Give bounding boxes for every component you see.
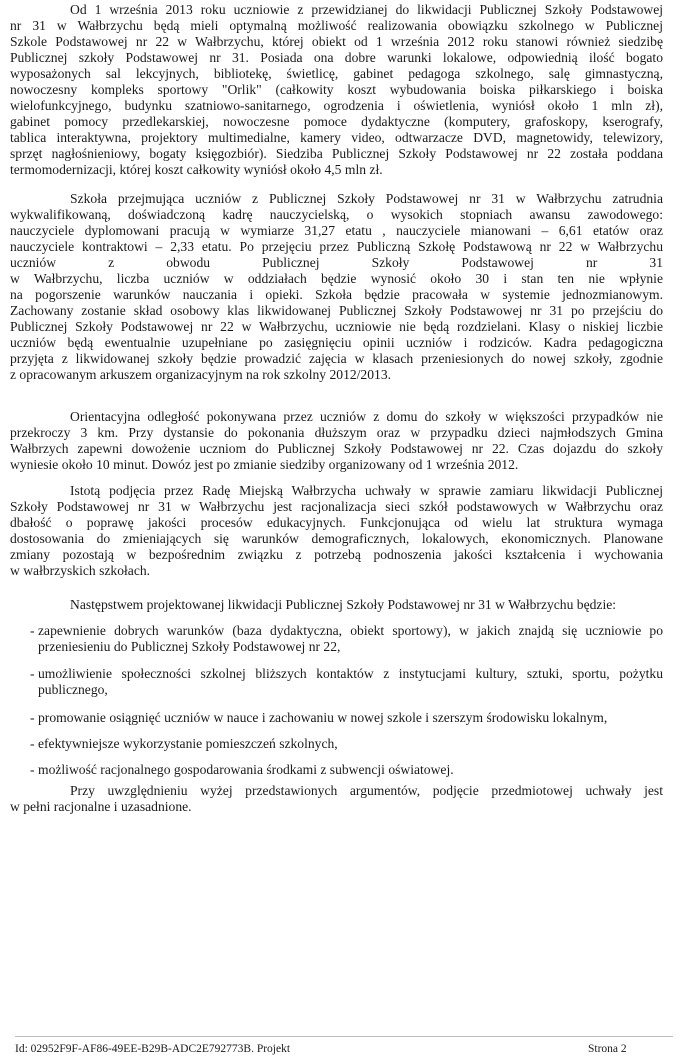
text-line: z opracowanym arkuszem organizacyjnym na rok szkolny 2012/2013. [10,367,392,382]
text-line: wyposażonych sal lekcyjnych, bibliotekę, świetlicę, gabinet pedagoga szkolnego, salę gimnastyczną, [10,66,663,81]
text-line: dbałość o poprawę jakości procesów edukacyjnych. Funkcjonująca od wielu lat struktura wymaga [10,515,663,530]
text-line: gabinet pomocy przedlekarskiej, nowoczesne pomoce dydaktyczne (komputery, grafoskopy, kserografy, [10,114,663,129]
bullet-dash: - [30,710,35,725]
list-item [30,762,671,778]
text-line: Publicznej Szkoły Podstawowej nr 22 w Wałbrzychu, uczniowie nie będą rozdzielani. Klasy o niskiej liczbie [10,319,663,334]
text-line: wyniesie około 10 minut. Dowóz jest po zmianie siedziby organizowany od 1 września 2012. [10,457,519,472]
text-line: tablica interaktywna, projektory multimedialne, kamery video, odtwarzacze DVD, magnetowidy, telewizory, [10,130,663,145]
bullet-dash: - [30,623,35,638]
text-line: Publicznej szkoły Podstawowej nr 31. Posiada ona dobre warunki lokalowe, odpowiednią ilość bogato [10,50,663,65]
paragraph-consequences-intro [10,597,663,613]
text-line: przekroczy 3 km. Przy dystansie do pokonania dłuższym oraz w przypadku dzieci najmłodszych Gmina [10,425,663,440]
text-line: nr 31 w Wałbrzychu będą mieli optymalną możliwość realizowania obowiązku szkolnego w Publicznej [10,18,663,33]
text-line: Orientacyjna odległość pokonywana przez uczniów z domu do szkoły w większości przypadków nie [70,409,663,424]
text-line: Szkoły Podstawowej nr 31 w Wałbrzychu jest racjonalizacja sieci szkół podstawowych w Wałbrzychu oraz [10,499,663,514]
document-id: Id: 02952F9F-AF86-49EE-B29B-ADC2E792773B. Projekt [15,1043,291,1055]
paragraph-staff [10,191,663,383]
footer-divider [15,1036,673,1037]
list-item [30,710,671,726]
text-line: nauczyciele kontraktowi – 2,33 etatu. Po przejęciu przez Publiczną Szkołę Podstawową nr 22 w Wałbrzychu [10,239,663,254]
text-line: termomodernizacji, której koszt całkowity wyniósł około 4,5 mln zł. [10,162,383,177]
text-line: umożliwienie społeczności szkolnej bliższych kontaktów z instytucjami kultury, sztuki, sportu, pożytku [38,666,663,681]
bullet-dash: - [30,736,35,751]
paragraph-school-transfer [10,2,663,178]
text-line: przeniesieniu do Publicznej Szkoły Podstawowej nr 22, [38,639,341,654]
text-line: nauczyciele dyplomowani pracują w wymiarze 31,27 etatu , nauczyciele mianowani – 6,61 etatów oraz [10,223,663,238]
page-number: Strona 2 [588,1043,627,1055]
text-line: w Wałbrzychu, liczba uczniów w oddziałach będzie wynosić około 30 i stan ten nie wpłynie [10,271,663,286]
paragraph-conclusion [10,783,663,815]
text-line: efektywniejsze wykorzystanie pomieszczeń szkolnych, [38,736,338,751]
text-line: Szkoła przejmująca uczniów z Publicznej Szkoły Podstawowej nr 31 w Wałbrzychu zatrudnia [70,191,663,206]
text-line: Istotą podjęcia przez Radę Miejską Wałbrzycha uchwały w sprawie zamiaru likwidacji Publicznej [70,483,663,498]
bullet-dash: - [30,762,35,777]
list-item [30,736,671,752]
text-line: promowanie osiągnięć uczniów w nauce i zachowaniu w nowej szkole i szerszym środowisku lokalnym, [38,710,608,725]
text-line: publicznego, [38,682,108,697]
text-line: Przy uwzględnieniu wyżej przedstawionych argumentów, podjęcie przedmiotowej uchwały jest [70,783,663,798]
text-line: w wałbrzyskich szkołach. [10,563,151,578]
text-line: wielofunkcyjnego, budynku szatniowo-sanitarnego, ogrodzenia i oświetlenia, wyniósł około 1 mln zł), [10,98,663,113]
paragraph-commute [10,409,663,473]
text-line: na pogorszenie warunków nauczania i opieki. Szkoła będzie pracowała w systemie jednozmianowym. [10,287,663,302]
paragraph-rationale [10,483,663,579]
bullet-dash: - [30,666,35,681]
text-line: zapewnienie dobrych warunków (baza dydaktyczna, obiekt sportowy), w jakich znajdą się uczniowie po [38,623,663,638]
text-line: możliwość racjonalnego gospodarowania środkami z subwencji oświatowej. [38,762,454,777]
text-line: sprzęt nagłośnieniowy, bogaty księgozbiór). Siedziba Publicznej Szkoły Podstawowej nr 22 została poddana [10,146,663,161]
text-line: w pełni racjonalne i uzasadnione. [10,799,192,814]
list-item [30,666,671,698]
text-line: Zachowany zostanie skład osobowy klas likwidowanej Publicznej Szkoły Podstawowej nr 31 po przejściu do [10,303,663,318]
text-line: wykwalifikowaną, doświadczoną kadrę nauczycielską, o wysokich stopniach awansu zawodowego: [10,207,663,222]
text-line: Wałbrzych zapewni dowożenie uczniom do Publicznej Szkoły Podstawowej nr 22. Czas dojazdu do szkoły [10,441,663,456]
text-line: zmiany pozostają w bezpośrednim związku z potrzebą podnoszenia jakości kształcenia i wychowania [10,547,663,562]
text-line: Szkole Podstawowej nr 22 w Wałbrzychu, której obiekt od 1 września 2012 roku stanowi również siedzibę [10,34,663,49]
text-line: dostosowania do zmieniających się warunków demograficznych, lokalowych, ekonomicznych. Planowane [10,531,663,546]
list-item [30,623,671,655]
text-line: uczniów będą ewentualnie uzupełniane po zasięgnięciu opinii uczniów i rodziców. Kadra pedagogiczna [10,335,663,350]
text-line: przyjęta z likwidowanej szkoły będzie prowadzić zajęcia w klasach przeniesionych do nowej szkoły, zgodnie [10,351,663,366]
text-line: uczniów z obwodu Publicznej Szkoły Podstawowej nr 31 [10,255,663,270]
text-line: Następstwem projektowanej likwidacji Publicznej Szkoły Podstawowej nr 31 w Wałbrzychu będzie: [70,597,617,612]
text-line: nowoczesny kompleks sportowy "Orlik" (całkowity koszt wybudowania boiska piłkarskiego i boiska [10,82,663,97]
text-line: Od 1 września 2013 roku uczniowie z przewidzianej do likwidacji Publicznej Szkoły Podstawowej [70,2,663,17]
